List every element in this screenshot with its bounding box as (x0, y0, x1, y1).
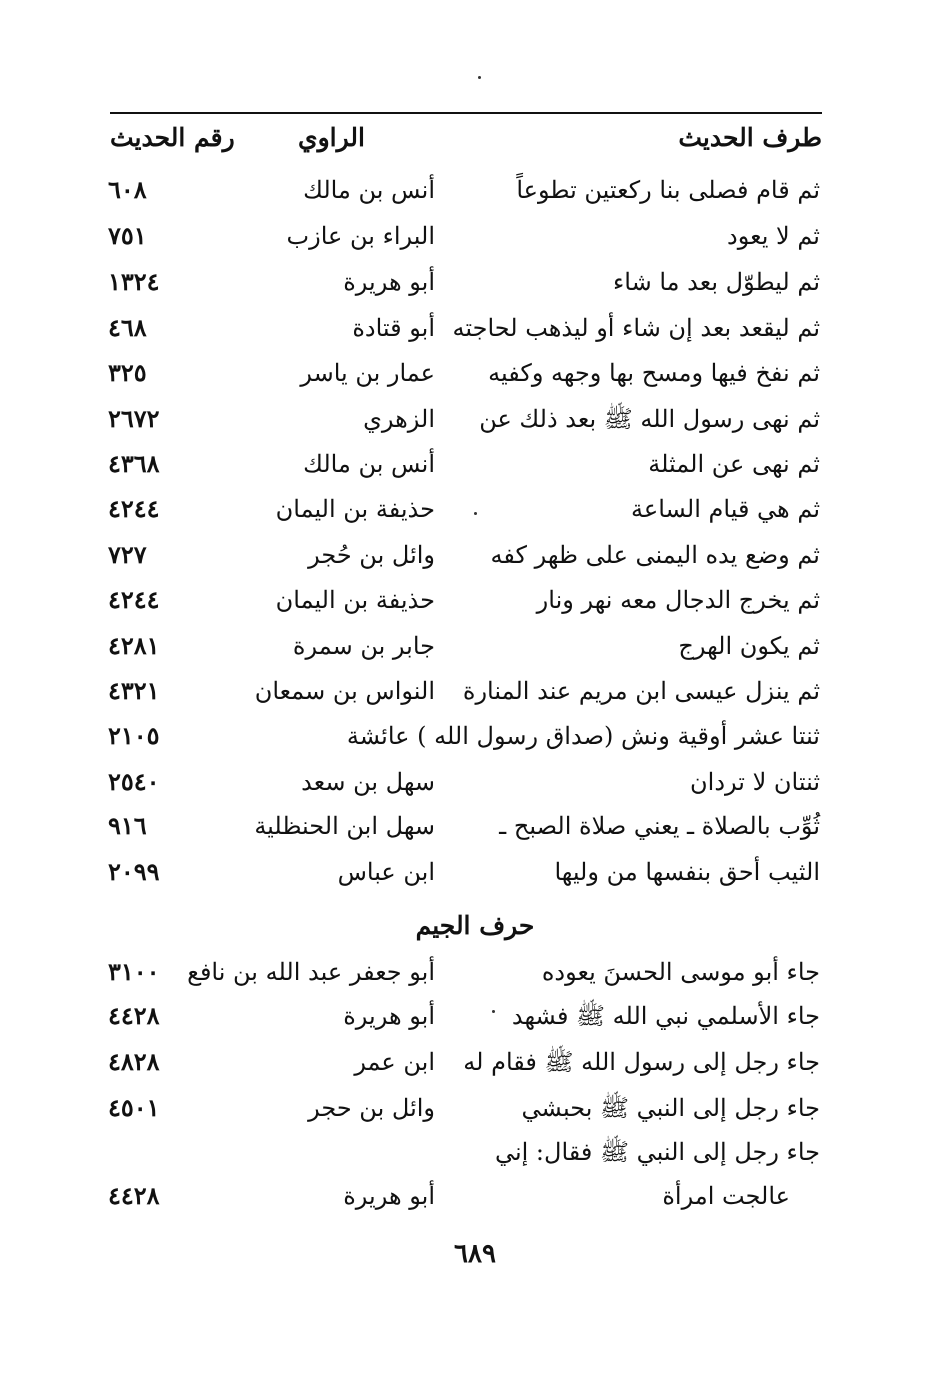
hadith-text: جاء رجل إلى النبي ﷺ بحبشي (521, 1094, 820, 1122)
hadith-number: ٤٦٨ (108, 313, 147, 342)
index-row (0, 260, 950, 304)
index-row (0, 351, 950, 395)
narrator-name: وائل بن حُجر (308, 541, 435, 569)
index-row (0, 1174, 950, 1218)
hadith-number: ٣١٠٠ (108, 957, 160, 986)
narrator-name: حذيفة بن اليمان (275, 586, 435, 614)
narrator-name: سهل ابن الحنظلية (254, 812, 435, 840)
index-row (0, 214, 950, 258)
hadith-number: ٤٢٨١ (108, 631, 160, 660)
narrator-name: أبو قتادة (352, 314, 435, 342)
hadith-text: ثم يكون الهرج (678, 632, 820, 660)
narrator-name: النواس بن سمعان (254, 677, 435, 705)
narrator-name: البراء بن عازب (286, 222, 435, 250)
hadith-text: ثنتا عشر أوقية ونش (صداق رسول الله ) عائشة (346, 722, 820, 750)
narrator-name: أبو هريرة (343, 1002, 435, 1030)
hadith-text: ثم نهى عن المثلة (648, 450, 820, 478)
hadith-number: ٤٨٢٨ (108, 1047, 160, 1076)
index-row (0, 1040, 950, 1084)
index-row (0, 1130, 950, 1174)
hadith-number: ٢١٠٥ (108, 721, 160, 750)
hadith-number: ٦٠٨ (108, 175, 147, 204)
hadith-text: ثم نفخ فيها ومسح بها وجهه وكفيه (488, 359, 820, 387)
narrator-name: ابن عمر (354, 1048, 435, 1076)
hadith-text: جاء رجل إلى النبي ﷺ فقال: إني (494, 1138, 820, 1166)
hadith-text: ثم قام فصلى بنا ركعتين تطوعاً (516, 176, 820, 204)
hadith-text: ثم ليطوّل بعد ما شاء (613, 268, 820, 296)
hadith-number: ٢٠٩٩ (108, 857, 160, 886)
narrator-name: وائل بن حجر (308, 1094, 435, 1122)
hadith-text: ثم هي قيام الساعة (631, 495, 820, 523)
hadith-number: ٣٢٥ (108, 358, 147, 387)
index-row (0, 714, 950, 758)
hadith-text: ثم ينزل عيسى ابن مريم عند المنارة (462, 677, 820, 705)
hadith-number: ٤٤٢٨ (108, 1181, 160, 1210)
hadith-text: جاء رجل إلى رسول الله ﷺ فقام له (463, 1048, 820, 1076)
hadith-number: ٤٢٤٤ (108, 494, 160, 523)
hadith-number: ٧٢٧ (108, 540, 147, 569)
index-row (0, 306, 950, 350)
index-row (0, 487, 950, 531)
index-row (0, 533, 950, 577)
narrator-name: الزهري (363, 405, 435, 433)
hadith-number: ٢٦٧٢ (108, 404, 160, 433)
hadith-number: ٤٤٢٨ (108, 1001, 160, 1030)
index-row (0, 397, 950, 441)
narrator-name: حذيفة بن اليمان (275, 495, 435, 523)
hadith-text: ثم وضع يده اليمنى على ظهر كفه (490, 541, 820, 569)
header-rule (110, 112, 822, 114)
hadith-number: ٤٣٢١ (108, 676, 160, 705)
narrator-name: أبو هريرة (343, 1182, 435, 1210)
hadith-number: ٤٣٦٨ (108, 449, 160, 478)
narrator-name: أنس بن مالك (303, 450, 435, 478)
hadith-number: ٤٢٤٤ (108, 585, 160, 614)
hadith-text: جاء أبو موسى الحسنَ يعوده (541, 958, 820, 986)
column-header-hadith: طرف الحديث (678, 123, 822, 152)
hadith-text: ثم نهى رسول الله ﷺ بعد ذلك عن (479, 405, 820, 433)
hadith-text: ثنتان لا تردان (690, 768, 820, 796)
index-row (0, 624, 950, 668)
narrator-name: عمار بن ياسر (300, 359, 435, 387)
hadith-text: جاء الأسلمي نبي الله ﷺ فشهد (511, 1002, 820, 1030)
hadith-number: ٧٥١ (108, 221, 147, 250)
section-title: حرف الجيم (415, 911, 535, 940)
hadith-text: ثم لا يعود (727, 222, 820, 250)
index-row (0, 994, 950, 1038)
index-row (0, 669, 950, 713)
hadith-text: عالجت امرأة (662, 1182, 790, 1210)
column-header-narrator: الراوي (298, 123, 365, 152)
narrator-name: ابن عباس (337, 858, 435, 886)
index-row (0, 760, 950, 804)
index-row (0, 804, 950, 848)
hadith-text: ثم يخرج الدجال معه نهر ونار (536, 586, 820, 614)
page-number: ٦٨٩ (454, 1239, 496, 1269)
hadith-number: ٤٥٠١ (108, 1093, 160, 1122)
hadith-text: الثيب أحق بنفسها من وليها (554, 858, 820, 886)
index-row (0, 850, 950, 894)
narrator-name: أبو هريرة (343, 268, 435, 296)
index-row (0, 1086, 950, 1130)
column-header-number: رقم الحديث (110, 123, 235, 152)
index-row (0, 950, 950, 994)
narrator-name: جابر بن سمرة (292, 632, 435, 660)
hadith-number: ٩١٦ (108, 811, 147, 840)
narrator-name: سهل بن سعد (301, 768, 435, 796)
hadith-number: ٢٥٤٠ (108, 767, 160, 796)
hadith-text: ثُوِّب بالصلاة ـ يعني صلاة الصبح ـ (499, 812, 820, 840)
index-row (0, 442, 950, 486)
hadith-text: ثم ليقعد بعد إن شاء أو ليذهب لحاجته (452, 314, 820, 342)
narrator-name: أنس بن مالك (303, 176, 435, 204)
index-row (0, 578, 950, 622)
hadith-number: ١٣٢٤ (108, 267, 160, 296)
print-speck (478, 76, 481, 79)
narrator-name: أبو جعفر عبد الله بن نافع (187, 958, 435, 986)
index-row (0, 168, 950, 212)
